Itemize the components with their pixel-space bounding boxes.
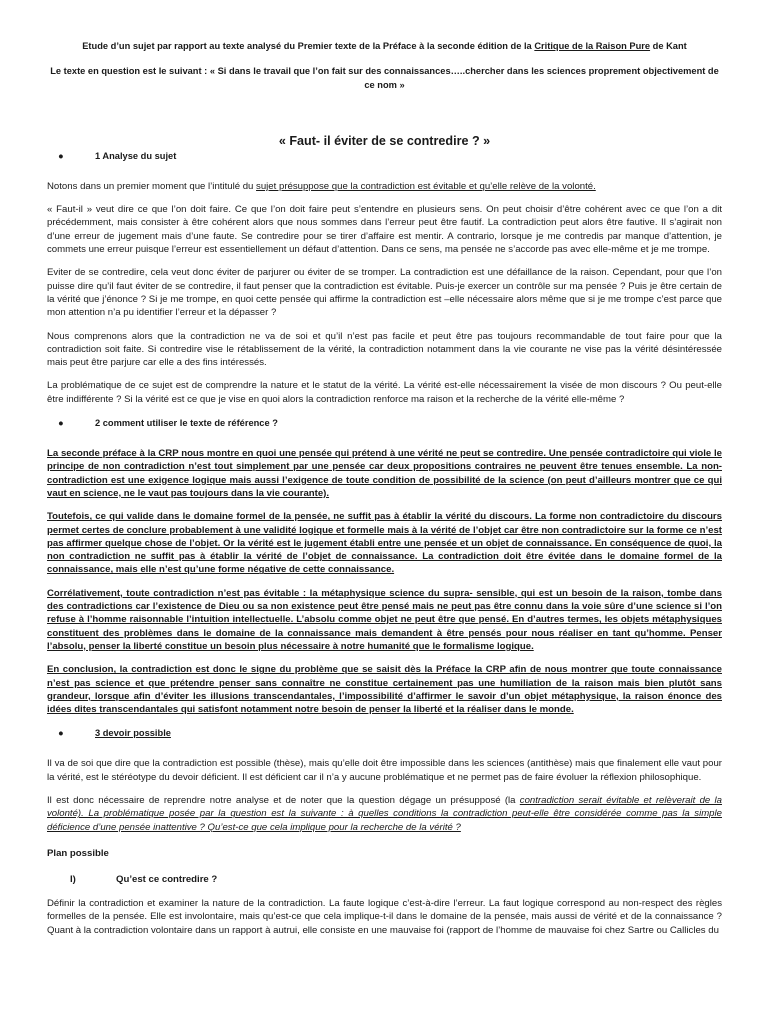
paragraph-7 <box>47 794 722 834</box>
section-heading-3-label: 3 devoir possible <box>95 728 171 739</box>
section-heading-1 <box>47 150 722 170</box>
bullet-icon: ● <box>58 150 64 161</box>
paragraph-4: Nous comprenons alors que la contradiction ne va de soi et qu’il n’est pas facile et peut être pas toujours recommandable de tout faire pour que la contradiction soit faite. Si contredire vise le rétablissement de la vérité, la contradiction notamment dans la vie courante ne vise pas la vérité désintéressée mais peut être parjure car elle a des fins intéressés. <box>47 330 722 369</box>
bullet-icon: ● <box>58 728 64 739</box>
header-line1-suffix: de Kant <box>650 41 687 51</box>
plan-heading: Plan possible <box>47 847 109 859</box>
bold-paragraph-1: La seconde préface à la CRP nous montre en quoi une pensée qui prétend à une vérité ne peut se contredire. Une pensée contradictoire qui viole le principe de non contradiction n’est tout simplement par une pensée car deux propositions contraires ne peuvent être tenues ensemble. La non-contradiction est une exigence logique mais aussi l’exigence de toute condition de possibilité de la science (on peut d’ailleurs montrer que ce qui vaut en science, ne le vaut pas toujours dans la vie courante). <box>47 448 722 499</box>
paragraph-1-text: Notons dans un premier moment que l’intitulé du <box>47 180 257 192</box>
document-header-line1 <box>47 40 722 53</box>
header-line1-text: Etude d’un sujet par rapport au texte analysé du Premier texte de la Préface à la seconde édition de la <box>82 41 535 51</box>
part-1-title: Qu’est ce contredire ? <box>116 874 218 886</box>
section-heading-3 <box>47 727 722 747</box>
paragraph-1-underlined: sujet présuppose que la contradiction est évitable et qu’elle relève de la volonté. <box>256 180 596 192</box>
part-1-heading <box>47 873 722 891</box>
bold-paragraph-4: En conclusion, la contradiction est donc le signe du problème que se saisit dès la Préface la CRP afin de nous montrer que toute connaissance n’est pas science et que prétendre penser sans connaître ne constitue certainement pas une humiliation de la raison mais bien plutôt sans grandeur, lorsque afin d’éviter les illusions transcendantales, l’impossibilité d’affirmer le savoir d’un objet métaphysique, la raison énonce des idées dites transcendantales qui satisfont notamment notre besoin de penser la liberté et la réaliser dans le monde. <box>47 664 722 716</box>
paragraph-7-problematique: contradiction serait évitable et relèverait de la volonté). La problématique posée par la question est la suivante : à quelles conditions la contradiction peut-elle être considérée comme pas la simple déficience d’une pensée inattentive ? Qu’est-ce que cela implique pour la recherche de la vérité ? <box>47 794 722 833</box>
paragraph-2: « Faut-il » veut dire ce que l’on doit faire. Ce que l’on doit faire peut s’entendre en plusieurs sens. On peut choisir d’être cohérent avec ce que l’on a dit précédemment, mais consister à être cohérent alors que nous sommes dans l’erreur peut être fautif. La contradiction peut alors être fautive. Il s’agirait non d’une erreur de jugement mais d’une faute. Se contredire pour se tirer d’affaire est mentir. A contrario, lorsque je me contredis par manque d’attention, je commets une erreur puisque l’erreur est essentiellement un défaut d’attention. Dans ce sens, ma pensée ne s’accorde pas avec elle-même et je me trompe. <box>47 204 722 256</box>
document-header-line2: Le texte en question est le suivant : « Si dans le travail que l’on fait sur des connaissances…..chercher dans les sciences proprement objectivement de ce nom » <box>50 66 719 90</box>
paragraph-8: Définir la contradiction et examiner la nature de la contradiction. La faute logique c’est-à-dire l’erreur. La faut logique correspond au non-respect des règles formelles de la pensée. Elle est involontaire, mais qu’est-ce que cela implique-t-il dans le domaine de la pensée, mais aussi de vérité et de la connaissance ? Quant à la contradiction volontaire dans un rapport à autrui, elle consiste en une mauvaise foi (rapport de l’homme de mauvaise foi chez Sartre ou Callicles du <box>47 898 722 936</box>
paragraph-6: Il va de soi que dire que la contradiction est possible (thèse), mais qu’elle doit être impossible dans les sciences (antithèse) mais que finalement elle vaut pour la vérité, est le stéréotype du devoir déficient. Il est déficient car il n’a y aucune problématique et ne permet pas de faire évoluer la réflexion philosophique. <box>47 758 722 783</box>
bold-paragraph-2: Toutefois, ce qui valide dans le domaine formel de la pensée, ne suffit pas à établir la vérité du discours. La forme non contradictoire du discours permet certes de conclure probablement à une validité logique et formelle mais à la vérité de l’objet car être non contradictoire sur la forme ce n’est pas affirmer quelque chose de l’objet. Or la vérité est le jugement établi entre une pensée et un objet de connaissance. En conséquence de quoi, la non contradiction ne suffit pas à établir la vérité de l’objet de connaissance. La contradiction doit être évitée dans le domaine formel de la connaissance, mais elle n’est qu’une forme négative de cette connaissance. <box>47 511 722 576</box>
paragraph-5: La problématique de ce sujet est de comprendre la nature et le statut de la vérité. La vérité est-elle nécessairement la visée de mon discours ? Ou peut-elle être indifférente ? Si la vérité est ce que je vise en quoi alors la contradiction renforce ma raison et la recherche de la vérité elle-même ? <box>47 380 722 405</box>
document-title: « Faut- il éviter de se contredire ? » <box>278 133 491 148</box>
part-1-number: I) <box>70 874 76 886</box>
book-title-link[interactable]: Critique de la Raison Pure <box>534 41 651 51</box>
paragraph-1 <box>47 180 722 193</box>
section-heading-1-label: 1 Analyse du sujet <box>95 150 177 161</box>
section-heading-2 <box>47 417 722 437</box>
bold-paragraph-3: Corrélativement, toute contradiction n’est pas évitable : la métaphysique science du supra- sensible, qui est un besoin de la raison, tombe dans des contradictions car l’existence de Dieu ou sa non existence peut être pensé mais ne peut pas être connu dans la voie sûre d’une science si l’on refuse à l’homme raisonnable l’intuition intellectuelle. L’absolu comme objet ne peut être que pensé. En d’autres termes, les objets métaphysiques constituent des problèmes dans le domaine de la connaissance mais demandent à être pensés pour nous réaliser en tant qu’homme. Penser l’absolu, penser la liberté constitue un besoin plus nécessaire à notre humanité que le formalisme logique. <box>47 587 722 652</box>
paragraph-3: Eviter de se contredire, cela veut donc éviter de parjurer ou éviter de se tromper. La contradiction est une défaillance de la raison. Cependant, pour que l’on puisse dire qu’il faut éviter de se contredire, il faut penser que la contradiction est évitable. Puis-je exercer un contrôle sur ma pensée ? Puis je être certain de la vérité que j’énonce ? Si je me trompe, en quoi cette pensée qui affirme la contradiction est –elle nécessaire alors même que si je me trompe c’est parce que mon attention n’a pu identifier l’erreur et la dépasser ? <box>47 267 722 319</box>
paragraph-7-text: Il est donc nécessaire de reprendre notre analyse et de noter que la question dégage un présupposé (la <box>47 794 520 806</box>
bullet-icon: ● <box>58 418 64 429</box>
section-heading-2-label: 2 comment utiliser le texte de référence ? <box>95 418 278 429</box>
